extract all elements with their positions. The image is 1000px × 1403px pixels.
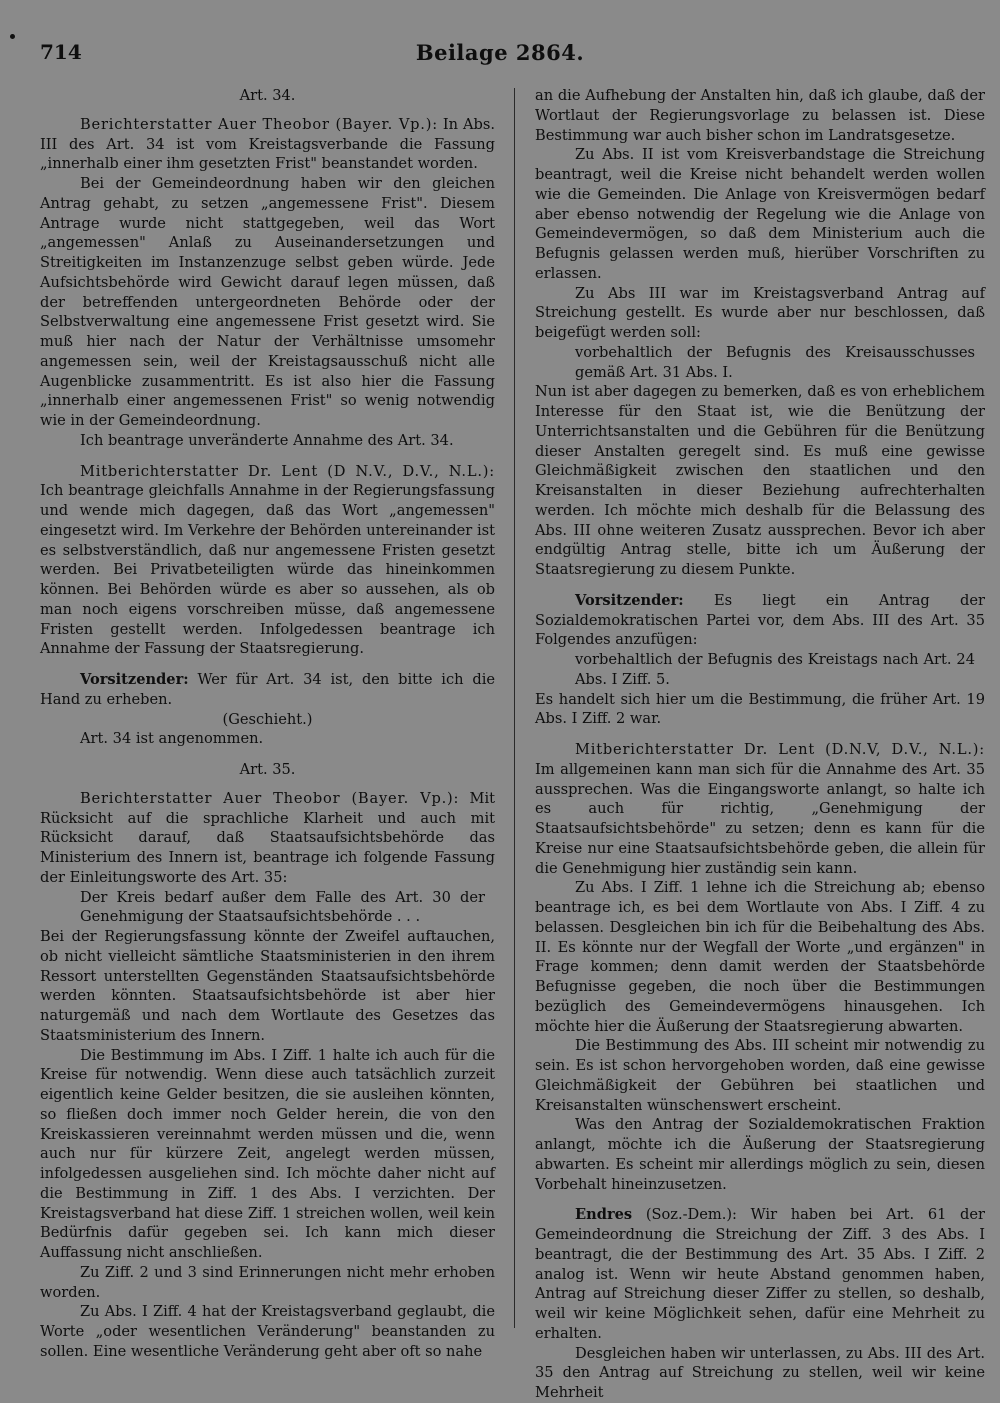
paragraph: Art. 34 ist angenommen. <box>80 730 264 748</box>
page-header <box>40 40 960 70</box>
paragraph-text: Wer für Art. 34 ist, den bitte ich die Hand zu erheben. <box>40 671 495 708</box>
quoted-text: vorbehaltlich der Befugnis des Kreistags nach Art. 24 Abs. I Ziff. 5. <box>575 651 975 688</box>
paragraph: Zu Ziff. 2 und 3 sind Erinnerungen nicht mehr erhoben worden. <box>40 1263 495 1301</box>
speaker-label: Vorsitzender: <box>575 591 684 609</box>
paragraph-text: Mit Rücksicht auf die sprachliche Klarheit und auch mit Rücksicht darauf, daß Staatsaufsichtsbehörde das Ministerium des Innern ist, beantrage ich folgende Fassung der Einleitungsworte des Art. 35: <box>40 789 495 886</box>
speaker-label: Vorsitzender: <box>80 671 189 688</box>
speaker-label: Mitberichterstatter Dr. Lent (D N.V., D.V., N.L.): <box>80 462 495 480</box>
paragraph <box>535 740 985 878</box>
page-title: Beilage 2864. <box>415 40 585 65</box>
paragraph: Zu Abs. I Ziff. 4 hat der Kreistagsverband geglaubt, die Worte „oder wesentlichen Veränderung" beanstanden zu sollen. Eine wesentliche Veränderung geht aber oft so nahe <box>40 1303 495 1360</box>
paragraph: Es handelt sich hier um die Bestimmung, die früher Art. 19 Abs. I Ziff. 2 war. <box>535 690 985 728</box>
article-heading: Art. 34. <box>239 87 296 104</box>
left-column <box>40 86 495 1362</box>
paragraph: Was den Antrag der Sozialdemokratischen Fraktion anlangt, möchte ich die Äußerung der Staatsregierung abwarten. Es scheint mir allerdings möglich zu sein, diesen Vorbehalt hineinzusetzen. <box>535 1116 985 1193</box>
quoted-text: Der Kreis bedarf außer dem Falle des Art. 30 der Genehmigung der Staatsaufsichtsbehörde . . . <box>80 888 485 926</box>
paragraph <box>40 670 495 710</box>
paragraph: Desgleichen haben wir unterlassen, zu Abs. III des Art. 35 den Antrag auf Streichung zu stellen, weil wir keine Mehrheit <box>535 1344 985 1401</box>
paragraph: Zu Abs. I Ziff. 1 lehne ich die Streichung ab; ebenso beantrage ich, es bei dem Wortlaute von Abs. I Ziff. 4 zu belassen. Desgleichen bin ich für die Beibehaltung des Abs. II. Es könnte nur der Wegfall der Worte „und ergänzen" in Frage kommen; denn damit werden der Staatsbehörde Befugnisse gegeben, die noch über die Bestimmungen bezüglich des Gemeindevermögens hinausgehen. Ich möchte hier die Äußerung der Staatsregierung abwarten. <box>535 879 985 1035</box>
speaker-party: (Soz.-Dem.): <box>645 1206 737 1224</box>
paragraph-text: Wir haben bei Art. 61 der Gemeindeordnung die Streichung der Ziff. 3 des Abs. I beantragt, die der Bestimmung des Art. 35 Abs. I Ziff. 2 analog ist. Wenn wir heute Abstand genommen haben, Antrag auf Streichung dieser Ziffer zu stellen, so deshalb, weil wir keine Möglichkeit sehen, dafür eine Mehrheit zu erhalten. <box>535 1206 986 1342</box>
paragraph: an die Aufhebung der Anstalten hin, daß ich glaube, daß der Wortlaut der Regierungsvorlage zu belassen ist. Diese Bestimmung war auch bisher schon im Landratsgesetze. <box>535 87 985 144</box>
paragraph: Nun ist aber dagegen zu bemerken, daß es von erheblichem Interesse für den Staat ist, wie die Benützung der Unterrichtsanstalten und die Gebühren für die Benützung dieser Anstalten geregelt sind. Es muß eine gewisse Gleichmäßigkeit zwischen den staatlichen und den Kreisanstalten in dieser Beziehung aufrechterhalten werden. Ich möchte mich deshalb für die Belassung des Abs. III ohne weiteren Zusatz aussprechen. Bevor ich aber endgültig Antrag stelle, bitte ich um Äußerung der Staatsregierung zu diesem Punkte. <box>535 383 985 578</box>
paragraph <box>535 591 985 650</box>
speaker-label: Berichterstatter Auer Theobor (Bayer. Vp.): <box>80 789 460 807</box>
paragraph <box>40 462 495 660</box>
quoted-text: vorbehaltlich der Befugnis des Kreisausschusses gemäß Art. 31 Abs. I. <box>575 343 975 381</box>
speaker-label: Mitberichterstatter Dr. Lent (D.N.V, D.V., N.L.): <box>575 741 985 758</box>
scan-mark <box>10 34 15 39</box>
paragraph: Die Bestimmung des Abs. III scheint mir notwendig zu sein. Es ist schon hervorgehoben worden, daß eine gewisse Gleichmäßigkeit der Gebühren bei staatlichen und Kreisanstalten wünschenswert erscheint. <box>535 1037 985 1114</box>
speaker-label: Berichterstatter Auer Theobor (Bayer. Vp.): <box>80 115 438 133</box>
speaker-label: Endres <box>575 1206 633 1224</box>
paragraph: Zu Abs III war im Kreistagsverband Antrag auf Streichung gestellt. Es wurde aber nur beschlossen, daß beigefügt werden soll: <box>535 284 985 341</box>
procedure-note: (Geschieht.) <box>222 710 313 728</box>
paragraph-text: Ich beantrage gleichfalls Annahme in der Regierungsfassung und wende mich dagegen, daß das Wort „angemessen" eingesetzt wird. Im Verkehre der Behörden untereinander ist es selbstverständlich, daß nur angemessene Fristen gesetzt werden. Bei Privatbeteiligten würde das hineinkommen können. Bei Behörden würde es aber so aussehen, als ob man noch eigens vorschreiben müsse, daß angemessene Fristen gestellt werden. Infolgedessen beantrage ich Annahme der Fassung der Staatsregierung. <box>40 482 495 658</box>
paragraph: Zu Abs. II ist vom Kreisverbandstage die Streichung beantragt, weil die Kreise nicht behandelt werden wollen wie die Gemeinden. Die Anlage von Kreisvermögen bedarf aber ebenso notwendig der Regelung wie die Anlage von Gemeindevermögen, so daß dem Ministerium auch die Befugnis gelassen werden muß, hierüber Vorschriften zu erlassen. <box>535 146 985 282</box>
paragraph <box>535 1205 985 1343</box>
paragraph-text: In Abs. III des Art. 34 ist vom Kreistagsverbande die Fassung „innerhalb einer ihm gesetzten Frist" beanstandet worden. <box>40 115 495 173</box>
article-heading: Art. 35. <box>239 761 296 778</box>
paragraph: Bei der Regierungsfassung könnte der Zweifel auftauchen, ob nicht vielleicht sämtliche Staatsministerien in den ihrem Ressort unterstellten Gegenständen Staatsaufsichtsbehörde werden könnten. Staatsaufsichtsbehörde ist aber hier naturgemäß und nach dem Wortlaute des Gesetzes das Staatsministerium des Innern. <box>40 928 495 1044</box>
paragraph: Bei der Gemeindeordnung haben wir den gleichen Antrag gehabt, zu setzen „angemessene Frist". Diesem Antrage wurde nicht stattgegeben, weil das Wort „angemessen" Anlaß zu Auseinandersetzungen und Streitigkeiten im Instanzenzuge selbst geben würde. Jede Aufsichtsbehörde wird Gewicht darauf legen müssen, daß der betreffenden untergeordneten Behörde oder der Selbstverwaltung eine angemessene Frist gesetzt wird. Sie muß hier nach der Natur der Verhältnisse umsomehr angemessen sein, weil der Kreistagsausschuß nicht alle Augenblicke zusammentritt. Es ist also hier die Fassung „innerhalb einer angemessenen Frist" so wenig notwendig wie in der Gemeindeordnung. <box>40 175 495 429</box>
paragraph-text: Im allgemeinen kann man sich für die Annahme des Art. 35 aussprechen. Was die Eingangsworte anlangt, so halte ich es auch für richtig, „Genehmigung der Staatsaufsichtsbehörde" zu setzen; denn es kann für die Kreise nur eine Staatsaufsichtsbehörde geben, die allein für die Genehmigung hier zuständig sein kann. <box>535 760 985 877</box>
column-divider <box>514 88 515 1328</box>
paragraph: Die Bestimmung im Abs. I Ziff. 1 halte ich auch für die Kreise für notwendig. Wenn diese auch tatsächlich zurzeit eigentlich keine Gelder besitzen, die sie ausleihen könnten, so fließen doch immer noch Gelder herein, die von den Kreiskassieren vereinnahmt werden müssen und die, wenn auch nur für kürzere Zeit, angelegt werden müssen, infolgedessen ausgeliehen sind. Ich möchte daher nicht auf die Bestimmung in Ziff. 1 des Abs. I verzichten. Der Kreistagsverband hat diese Ziff. 1 streichen wollen, weil kein Bedürfnis dafür gegeben sei. Ich kann mich dieser Auffassung nicht anschließen. <box>40 1046 495 1261</box>
paragraph <box>40 789 495 888</box>
paragraph <box>40 115 495 174</box>
page-number: 714 <box>40 40 82 64</box>
right-column <box>535 86 985 1403</box>
paragraph-text: Es liegt ein Antrag der Sozialdemokratischen Partei vor, dem Abs. III des Art. 35 Folgendes anzufügen: <box>535 591 985 649</box>
paragraph: Ich beantrage unveränderte Annahme des Art. 34. <box>80 431 454 449</box>
